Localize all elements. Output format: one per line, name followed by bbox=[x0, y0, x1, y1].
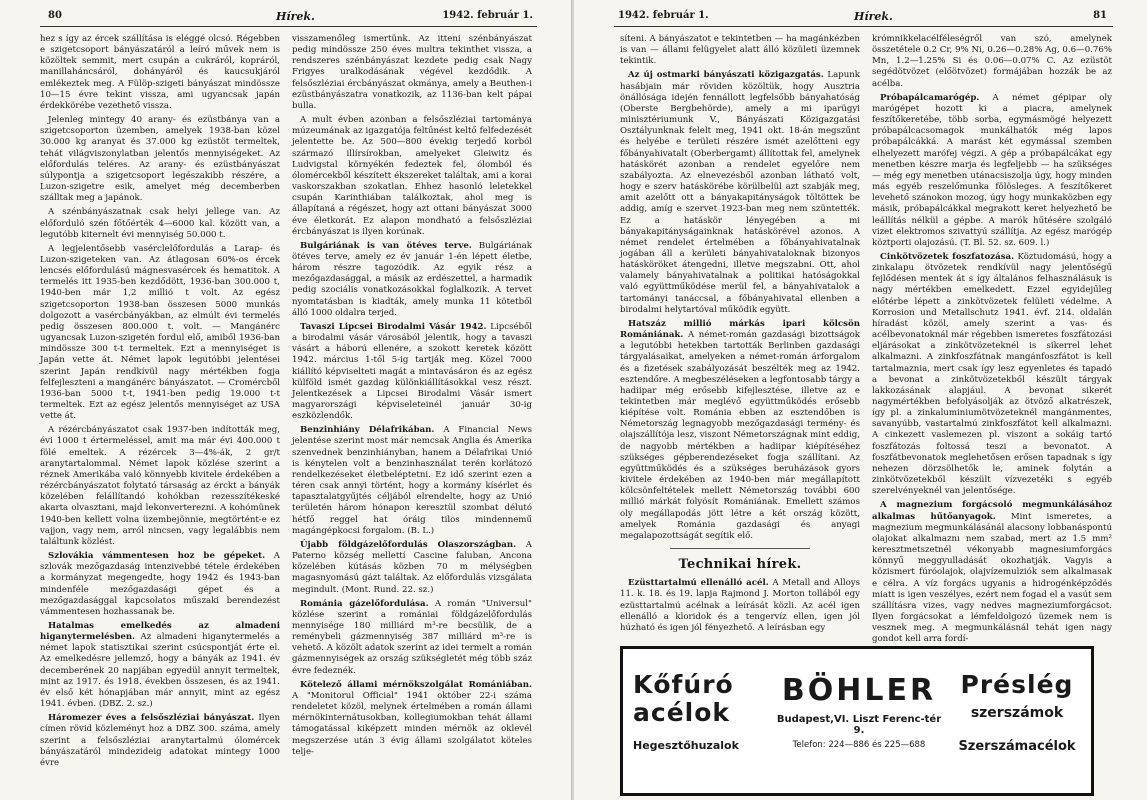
article-headline: Benzinhiány Délafrikában. bbox=[300, 425, 435, 436]
ad-headline: Préslég bbox=[960, 670, 1074, 699]
article-body: A rézércbányászatot csak 1937-ben indították meg, évi 1000 t értermeléssel, amit ma már évi 400.000 t fölé emeltek. A rézércek 3—4%-ák, 2 gr/t aranytartalommal. Német lapok közlése szerint a réznek Amerikába való könnyebb kivitele érdekében a rézércbányászatot folytató társaság az érckt a bányák közelében felállítandó kohókban rezesszítékeské akarta olvasztani, majd lekonverterezni. A kohómünek 1940-ben kellett volna üzembejönnie, megtörtént-e ez vajjon, vagy nem, arról nincsen, vagy legalábbis nem találtunk közlést. bbox=[40, 425, 280, 547]
article-paragraph bbox=[872, 500, 1112, 645]
article-paragraph bbox=[620, 34, 860, 67]
article-body: A legjelentősebb vasérclelőfordulás a Larap- és Luzon-szigeteken van. Az átlagosan 60%-os ércek lencsés előfordulású mágnesvasércek és hematitok. A termelés itt 1935-ben kezdődött, 1936-ban 300.000 t, 1940-ben már 1,2 millió t volt. Az egész szigetcsoporton 1938-ban összesen 5000 munkás dolgozott a vasércbányákban, az elmúlt évi termelés pedig összesen 800.000 t. volt. — Mangánérc ugyancsak Luzon-szigetén fordul elő, amiből 1936-ban mindössze 300 t-t termeltek. Ezt a mennyiséget is Japán vette át. Német lapok legutóbbi jelentései szerint Japán rendkívül nagy mértékben fogja felfejleszteni a mangánérc bányászatot. — Cromércből 1936-ban 5000 t-t, 1941-ben pedig 19.000 t-t termeltek. Ezt az egész jelentős mennyiséget az USA vette át. bbox=[40, 243, 280, 422]
page-number: 81 bbox=[1093, 10, 1107, 21]
article-body: A szlovák mezőgazdaság intenzivebbé tétele érdekében a kormányzat megengedte, hogy 1942 és 1943-ban mindenféle mezőgazdasági gépet és a mezőgazdasággal kapcsolatos műszaki berendezést vámmentesen hozhassanak be. bbox=[40, 551, 280, 617]
article-body: Jelenleg mintegy 40 arany- és ezüstbánya van a szigetcsoporton üzemben, amelyek 1938-ban közel 30.000 kg aranyat és 37.000 kg ezüstöt termeltek, tehát világviszonylatban jelentős mennyiségeket. Az előfordulás teléres. Az arany- és ezüstbányászat súlypontja a szigetcsoport legészakibb részére, a Luzon-szigetre esik, amelyet még decemberben szálltak meg a japánok. bbox=[40, 115, 280, 204]
article-headline: Hatalmas emelkedés az almadeni higanytermelésben. bbox=[40, 620, 280, 643]
section-title: Technikai hírek. bbox=[678, 557, 802, 573]
article-paragraph bbox=[620, 319, 860, 542]
article-paragraph bbox=[620, 70, 860, 315]
article-headline: A magnezium forgácsoló megmunkálásához alkalmas hűtőanyagok. bbox=[872, 500, 1112, 522]
section-divider bbox=[670, 548, 810, 549]
article-body: A mult évben azonban a felsőszléziai tartománya múzeumának az igazgatója feltűnést keltő felfedezését jelentette be. Az 500—800 évekig terjedő korból származó illírsírokban, amelyeket Gleiwitz és Ludvigstal környékén fedeztek fel, ólomból és ólomércekből készített ékszereket találtak, ami a korai vaskorszakban szokatlan. Ehhez hasonló leletekkel csupán Karinthiában találkoztak, ahol meg is állapítaná a régészet, hogy azt ottani bányászat 3000 éve életkorát. Ez alapon mondható a felsőszléziai ércbányászat is ilyen korúnak. bbox=[292, 115, 532, 237]
article-body: síteni. A bányászatot e tekintetben — ha magánkézben is van — állami felügyelet alatt álló közületi üzemnek tekintik. bbox=[620, 34, 860, 67]
ad-address: Budapest,VI. Liszt Ferenc-tér 9. bbox=[776, 714, 942, 736]
article-paragraph bbox=[292, 34, 532, 112]
article-body: Ilyen címen rövid közleményt hoz a DBZ 300. száma, amely szerint a felsőszléziai aranytartalmú ólomércek bányászatáról mindezideig adatokat mintegy 1000 évre bbox=[40, 713, 281, 768]
article-headline: Háromezer éves a felsőszléziai bányászat. bbox=[48, 713, 255, 724]
article-body: Bulgáriának ötéves terve, amely ez év január 1-én lépett életbe, három részre tagozódik. Az egyik rész a mezőgazdasággal, a másik az erdészettel, a harmadik pedig szociális vonatkozásokkal foglalkozik. A tervet nyomtatásban is kiadták, amely munka 11 kötetből álló 1000 oldalra terjed. bbox=[292, 240, 532, 318]
ad-phone: Telefon: 224—886 és 225—688 bbox=[792, 740, 926, 750]
page-number: 80 bbox=[48, 10, 62, 21]
issue-date: 1942. február 1. bbox=[442, 10, 533, 21]
ad-left-block bbox=[633, 649, 773, 793]
article-paragraph bbox=[292, 680, 532, 758]
ad-brand-logo: BÖHLER bbox=[781, 673, 937, 708]
article-paragraph bbox=[40, 551, 280, 618]
left-column-1 bbox=[40, 34, 280, 790]
article-body: Lapunk hasábjain már röviden közöltük, hogy Ausztria önállósága idején fennállott legfelsőbb bányahatóság (Oberste Bergbehörde), amely a mi iparügyi minisztériumunk V., Bányászati Közigazgatási Osztályunknak felelt meg, 1941 okt. 18-án megszűnt és helyébe e területi részére ismét azelőtteni egy főbányahivatalt (Oberbergamt) állítottak fel, amelynek hatáskörét azonban a rendelet egyelőre nem szabályozta. Az elnevezésből azonban látható volt, hogy e szerv hatáskörébe körülbelül azt szabják meg, amit azelőtt ott a bányakapitányságok töltöttek be addig, amíg e szervet 1923-ban meg nem szüntették. Ez a hatáskör lényegében a mi bányakapitányságainknak hatáskörével azonos. A német rendelet értelmében a főbányahivatalnak jogában áll a kerületi bányahivataloknak bizonyos hatásköröket átengedni, illetve megszabni. Ott, ahol valamely bányahivatalnak a politikai hatóságokkal való együttműködése merül fel, a bányahivatalok a tartományi tanáccsal, a főbányahivatal ellenben a birodalmi helytartóval működik együtt. bbox=[620, 70, 860, 315]
article-body: A Metall and Alloys 11. k. 18. és 19. lapja Rajmond J. Morton tollából egy ezüsttartalmú acélnak a leírását közli. Az acél igen ellenálló a kloridok és a tengervíz ellen, igen jól húzható és igen jól fényezhető. A leírásban egy bbox=[620, 578, 861, 633]
article-paragraph bbox=[40, 621, 280, 710]
article-paragraph bbox=[292, 241, 532, 319]
article-paragraph bbox=[872, 252, 1112, 497]
article-paragraph bbox=[40, 425, 280, 548]
article-headline: Próbapálcamarógép. bbox=[880, 92, 980, 103]
ad-subline: Hegesztőhuzalok bbox=[633, 739, 739, 752]
article-headline: Ezüsttartalmú ellenálló acél. bbox=[628, 578, 769, 589]
article-paragraph bbox=[872, 93, 1112, 249]
article-body: hez s így az ércek szállítása is eléggé olcsó. Régebben e szigetcsoport bányászatáról a leíró művek nem is közöltek semmit, mert csupán a cukráról, kopráról, manillaháncsáról, dohányáról és kaucsukjáról emlékeztek meg. A Fülöp-szigeti bányászat mindössze 10—15 évre tekint vissza, ami ugyancsak japán érdekkörébe vezethető vissza. bbox=[40, 34, 280, 111]
running-title: Hírek. bbox=[854, 10, 893, 23]
bohler-advertisement bbox=[620, 646, 1094, 796]
article-paragraph bbox=[292, 425, 532, 537]
article-body: A Financial News jelentése szerint most már nemcsak Anglia és Amerika szenvednek benzinhiányban, hanem a Délafrikai Unió is kénytelen volt a benzinhasználat terén korlátozó rendelkezéseket életbeléptetni. Ez idő szerint ezen a téren csak annyi történt, hogy a kormány kísérlet és tapasztalatgyűjtés céljából elrendelte, hogy az Unió területén három hónapon keresztül szombat délutó hétfő reggel hat óráig tilos mindennemű magángépkocsi forgalom. (B. L.) bbox=[292, 425, 532, 536]
article-body: A román "Universul" közlése szerint a romániai földgázelőfordulás mennyisége 180 milliárd m³-re becsülik, de a reménybeli gázmennyiség 387 milliárd m³-re is vehető. A közölt adatok szerint az idei termelt a román gázmennyiségek az ország szükségletét még több száz évre fedeznék. bbox=[292, 598, 532, 676]
article-paragraph bbox=[620, 578, 860, 634]
article-headline: Kötelező állami mérnökszolgálat Romániában. bbox=[300, 679, 532, 690]
ad-headline: Kőfúró bbox=[633, 670, 734, 699]
article-body: Lipcséből a birodalmi vásár városából jelentik, hogy a tavaszi vásárt a háború ellenére, a szokott keretek között 1942. március 1-től 5-ig tartják meg. Közel 7000 kiállító képviselteti magát a mintavásáron és az egész külföld ismét gazdag különkiállításokkal vesz részt. Jelentkezések a Lipcsei Birodalmi Vásár ismert magyarországi képviseleteinél január 30-ig eszközlendők. bbox=[292, 321, 532, 422]
right-column-1 bbox=[620, 34, 860, 634]
article-body: Köztudomású, hogy a zinkalapu ötvözetek rendkívül nagy jelentőségű fejlődésen mentek át s így általános felhasználásuk is nagy mértékben emelkedett. Ezzel egyidejűleg előtérbe lépett a zinkötvözetek felületi védelme. A Korrosion und Metallschutz 1941. évf. 214. oldalán híradást közöl, amely szerint a vas- és acélbevonatoknál már régebben ismeretes foszfátozási eljárásokat a zinkötvözeteknél is sikerrel lehet alkalmazni. A zinkfoszfátnak mangánfoszfátot is kell tartalmaznia, mert csak így lesz egyenletes és tapadó a bevonat a zinkötvözetekből készült tárgyak lakkozásának alapjául. A bevonat sikerét nagymértékben befolyásolják az ötvöző alkatrészek, így pl. a zinkaluminiumötvözeteknél mangánmentes, savanyúbb, vastartalmú zinkfoszfátot kell alkalmazni. A cinkezett vaslemezen pl. viszont a sokáig tartó foszfátozás foltossá teszi a bevonatot. A foszfátbevonatok meglehetősen erősen tapadnak s így nehezen dörzsölhetők le, aminek folytán a zinkötvözetekből készült vízvezetéki s egyéb szerelvényeknél van jelentősége. bbox=[872, 251, 1112, 497]
running-title: Hírek. bbox=[276, 10, 315, 23]
ad-subline: Szerszámacélok bbox=[958, 739, 1076, 754]
right-page bbox=[574, 0, 1147, 800]
issue-date: 1942. február 1. bbox=[618, 10, 709, 21]
article-headline: Cinkötvözetek foszfatozása. bbox=[880, 251, 1015, 262]
article-body: Az almadeni higanytermelés a német lapok statisztikai szerint csúcspontját érte el. Az emelkedésre jellemző, hogy a bányák az 1941. év decemberének 20 napjában egyedül annyit termeltek, mint az 1917. és 1918. években összesen, és az 1941. év első két hónapjában már annyit, mint az egész 1941. évben. (DBZ. 2. sz.) bbox=[40, 632, 280, 710]
article-paragraph bbox=[292, 540, 532, 596]
article-body: A német-román gazdasági bizottságok a legutóbbi hetekben tartották Berlinben gazdasági tárgyalásaikat, amelyeken a német-román árforgalom és a fizetések szabályozását beszélték meg az 1942. esztendőre. A megbeszéléseken a legfontosabb tárgy a hadiipar még erősebb kifejlesztése, illetve az e tekintetben már meglévő együttműködés erősebb kiépítése volt. Románia ebben az esztendőben is Németország legnagyobb mezőgazdasági termény- és olajszállítója lesz, viszont Németországnak mint eddig, de nagyobb mértékben a hadiipar kiépítéséhez szükséges gépberendezéseket fogja szállítani. Az együttműködés és a szükséges beruházások gyors kivitele érdekében az 1940-ben már megállapított kölcsönfeltételek mellett Németország további 600 millió márkát folyósít Romániának. Emellett számos oly megállapodás jött létre a két ország között, amelyek Románia gazdasági és anyagi megalapozottságát segítik elő. bbox=[620, 330, 861, 541]
article-headline: Románia gázelőfordulása. bbox=[300, 598, 429, 609]
right-page-header bbox=[614, 8, 1113, 27]
article-headline: Hatszáz millió márkás ipari kölcsön Romániának. bbox=[620, 318, 860, 341]
article-body: Mint ismeretes, a magnezium megmunkálásánál alacsony lobbanáspontú olajokat alkalmaznı nem szabad, mert az 1.5 mm² keresztmetszetnél vékonyabb magnesiumforgács könnyű meggyulladását okozhatják. Vagyis a közismert fúróolajok, olajvízemulziók sem alkalmasak e célra. A víz forgács ugyanis a hidrogénképződés miatt is igen veszélyes, ezért nem fogad el a vasút sem szállításra vizes, vagy nedves magneziumforgácsot. Ilyen forgácsokat a lémfeldolgozó üzemek nem is vesznek meg. A megmunkálásnál tehát igen nagy gondot kell arra fordí- bbox=[872, 511, 1112, 645]
article-body: A német gépipar oly marógépet hozott ki a piacra, amelynek feszítőkeretébe, több sorba, egymásmögé helyezett próbapálcacsomagok munkálhatók még lapos próbapálcákká. A marást két egymással szemben elhelyezett marófej végzi. A gép a próbapálcákat egy menetben készre marja és legfeljebb — ha szükséges — még egy menetben utánacsiszolja úgy, hogy minden más egyéb reszelőmunka fölösleges. A feszítőkeret levehető szánokon mozog, úgy hogy munkaközben egy másik, próbapálcákkal megrakott keret helyezhető be leállítás nélkül a gépbe. A marók hűtésére szolgáló vizet elektromos szivattyú szállítja. Az egész marógép köztporti olajozású. (T. Bl. 52. sz. 609. l.) bbox=[872, 92, 1112, 248]
article-headline: Bulgáriának is van ötéves terve. bbox=[300, 240, 472, 251]
article-headline: Az új ostmarki bányászati közigazgatás. bbox=[628, 70, 824, 81]
right-column-2 bbox=[872, 34, 1112, 645]
article-headline: Újabb földgázelőfordulás Olaszországban. bbox=[300, 539, 517, 550]
ad-subline: szerszámok bbox=[970, 705, 1064, 721]
article-paragraph bbox=[40, 244, 280, 423]
article-paragraph bbox=[40, 115, 280, 204]
article-body: A szénbányászatnak csak helyi jellege van. Az előforduló szén főtőérték 4—6000 kal. között van, a legutóbb kiternelt évi mennyiség 50.000 t. bbox=[40, 207, 280, 240]
ad-headline: acélok bbox=[633, 698, 731, 727]
ad-right-block bbox=[947, 649, 1087, 793]
article-paragraph bbox=[40, 713, 280, 769]
article-paragraph bbox=[292, 115, 532, 238]
article-paragraph bbox=[40, 34, 280, 112]
article-headline: Tavaszi Lipcsei Birodalmi Vásár 1942. bbox=[300, 321, 487, 332]
left-page-header bbox=[40, 8, 537, 27]
article-body: A Paterno község mellettí Cascine faluban, Ancona közelében kútásás közben 70 m mélységben magasnyomású gázt találtak. Az előfordulás vizsgálata megindult. (Mont. Rund. 22. sz.) bbox=[292, 539, 532, 595]
ad-brand-block bbox=[773, 649, 945, 793]
article-body: A "Monitorul Official" 1941 október 22-i száma rendeletet közöl, melynek értelmében a román állami mérnökinternátusokban, kollegiumokban tehát állami támogatással kiképzett minden mérnök az oklevél megszerzése után 3 évig állami szolgálatot köteles telje- bbox=[292, 690, 532, 757]
article-paragraph bbox=[40, 207, 280, 240]
article-body: krómnikkelacélféleségről van szó, amelynek összetétele 0.2 Cr, 9% Ni, 0.26—0.28% Ag, 0.6—0.76% Mn, 1.2—1.25% Si és 0.06—0.07% C. Az ezüstöt segédötvözet (előötvözet) formájában hozzák be az acélba. bbox=[872, 34, 1112, 89]
article-headline: Szlovákia vámmentesen hoz be gépeket. bbox=[48, 551, 266, 562]
left-column-2 bbox=[292, 34, 532, 790]
article-paragraph bbox=[872, 34, 1112, 90]
left-page bbox=[0, 0, 572, 800]
article-paragraph bbox=[292, 322, 532, 422]
article-body: visszamenőleg ismertünk. Az itteni szénbányászat pedig mindössze 250 éves multra tekinthet vissza, a rendszeres szénbányászat kezdete pedig csak Nagy Frigyes uralkodásának végével kezdődik. A felsőszléziai ércbányászat okmánya, amely a Beuthen-i ezüstbányászatra vonatkozik, az 1136-ban kelt pápai bulla. bbox=[292, 34, 532, 111]
article-paragraph bbox=[292, 599, 532, 677]
